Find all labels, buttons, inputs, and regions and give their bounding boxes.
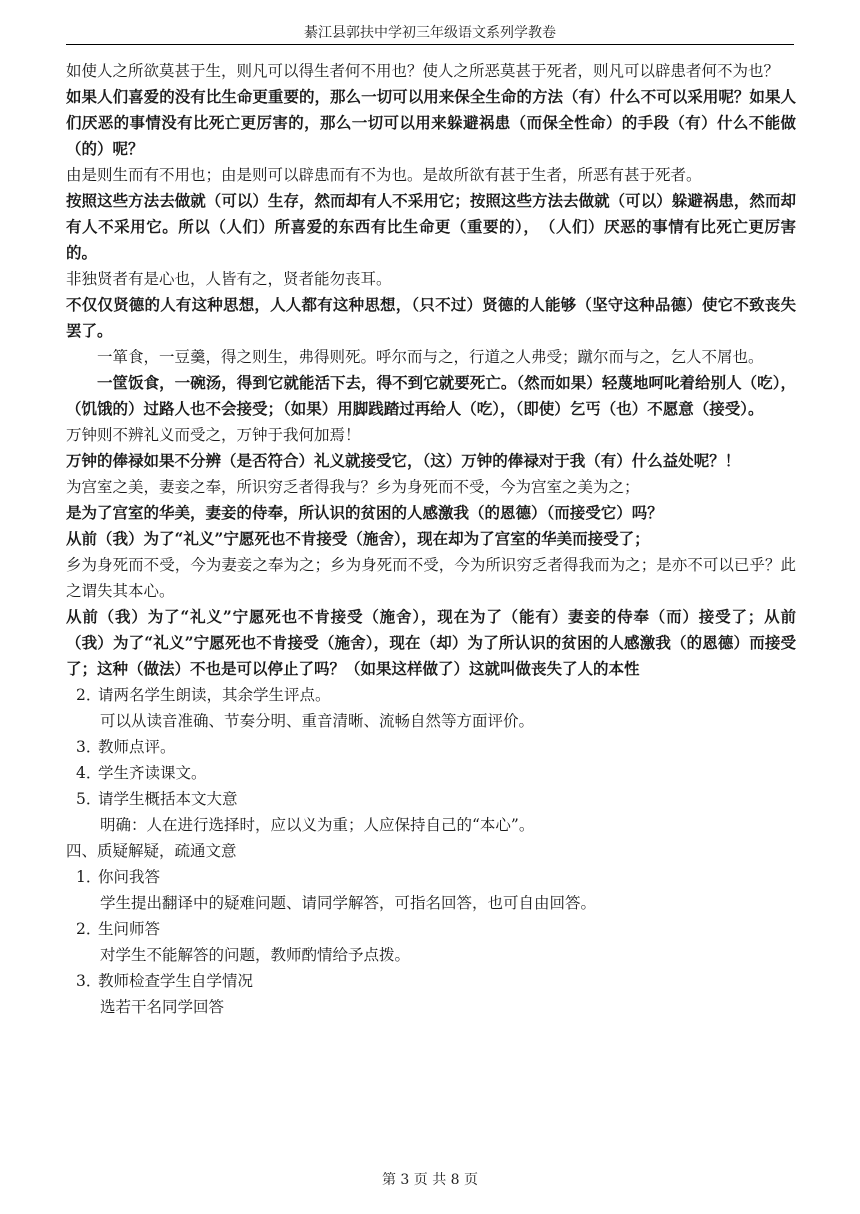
step-detail: 选若干名同学回答 (100, 998, 225, 1016)
step-item (66, 734, 796, 760)
original-text-5: 万钟则不辨礼义而受之，万钟于我何加焉！ (66, 426, 361, 444)
page-header: 綦江县郭扶中学初三年级语文系列学教卷 (304, 25, 556, 41)
step-text: 生问师答 (98, 920, 161, 938)
translation-3: 不仅仅贤德的人有这种思想，人人都有这种思想，（只不过）贤德的人能够（坚守这种品德）使它不致丧失罢了。 (66, 295, 796, 340)
page-content (66, 58, 796, 1020)
step-item (66, 916, 796, 942)
step-number: 2． (76, 686, 102, 704)
translation-2: 按照这些方法去做就（可以）生存，然而却有人不采用它；按照这些方法去做就（可以）躲避祸患，然而却有人不采用它。所以（人们）所喜爱的东西有比生命更（重要的）， （人们）厌恶的事情有比死亡更厉害的。 (66, 191, 796, 262)
step-number: 5． (76, 790, 102, 808)
step-detail: 可以从读音准确、节奏分明、重音清晰、流畅自然等方面评价。 (100, 712, 535, 730)
step-item (66, 864, 796, 890)
step-text: 请两名学生朗读，其余学生评点。 (98, 686, 331, 704)
step-text: 教师点评。 (98, 738, 176, 756)
step-detail: 学生提出翻译中的疑难问题、请同学解答，可指名回答，也可自由回答。 (100, 894, 597, 912)
step-text: 你问我答 (98, 868, 161, 886)
step-item (66, 760, 796, 786)
original-text-7: 乡为身死而不受，今为妻妾之奉为之；乡为身死而不受，今为所识穷乏者得我而为之；是亦不可以已乎？此之谓失其本心。 (66, 556, 796, 600)
step-number: 3． (76, 972, 102, 990)
section-heading: 四、质疑解疑，疏通文意 (66, 842, 237, 860)
translation-6b: 从前（我）为了“礼义”宁愿死也不肯接受（施舍），现在却为了宫室的华美而接受了； (66, 529, 650, 548)
step-detail: 对学生不能解答的问题，教师酌情给予点拨。 (100, 946, 411, 964)
step-number: 2． (76, 920, 102, 938)
original-text-1: 如使人之所欲莫甚于生，则凡可以得生者何不用也？使人之所恶莫甚于死者，则凡可以辟患者何不为也？ (66, 62, 780, 80)
page-number: 第 3 页 共 8 页 (381, 1172, 479, 1188)
step-number: 3． (76, 738, 102, 756)
translation-6a: 是为了宫室的华美，妻妾的侍奉，所认识的贫困的人感激我（的恩德）（而接受它）吗？ (66, 503, 663, 522)
step-text: 教师检查学生自学情况 (98, 972, 254, 990)
step-detail: 明确：人在进行选择时，应以义为重；人应保持自己的“本心”。 (100, 816, 535, 834)
step-item (66, 786, 796, 812)
original-text-3: 非独贤者有是心也，人皆有之，贤者能勿丧耳。 (66, 270, 392, 288)
step-text: 学生齐读课文。 (98, 764, 207, 782)
original-text-6: 为宫室之美，妻妾之奉，所识穷乏者得我与？乡为身死而不受，今为宫室之美为之； (66, 478, 640, 496)
step-number: 4． (76, 764, 102, 782)
header-rule (66, 44, 794, 45)
step-number: 1． (76, 868, 102, 886)
original-text-4: 一箪食，一豆羹，得之则生，弗得则死。呼尔而与之，行道之人弗受；蹴尔而与之，乞人不屑也。 (97, 348, 764, 366)
step-item (66, 682, 796, 708)
translation-5: 万钟的俸禄如果不分辨（是否符合）礼义就接受它，（这）万钟的俸禄对于我（有）什么益处呢？！ (66, 451, 741, 470)
translation-4: 一筐饭食，一碗汤，得到它就能活下去，得不到它就要死亡。（然而如果）轻蔑地呵叱着给别人（吃），（饥饿的）过路人也不会接受；（如果）用脚践踏过再给人（吃），（即使）乞丐（也）不愿意（接受）。 (66, 373, 796, 418)
original-text-2: 由是则生而有不用也；由是则可以辟患而有不为也。是故所欲有甚于生者，所恶有甚于死者。 (66, 166, 702, 184)
translation-1: 如果人们喜爱的没有比生命更重要的，那么一切可以用来保全生命的方法（有）什么不可以采用呢？如果人们厌恶的事情没有比死亡更厉害的，那么一切可以用来躲避祸患（而保全性命）的手段（有）什么不能做（的）呢？ (66, 87, 796, 158)
translation-7: 从前（我）为了“礼义”宁愿死也不肯接受（施舍），现在为了（能有）妻妾的侍奉（而）接受了；从前（我）为了“礼义”宁愿死也不肯接受（施舍），现在（却）为了所认识的贫困的人感激我（的恩德）而接受了；这种（做法）不也是可以停止了吗？（如果这样做了）这就叫做丧失了人的本性 (66, 607, 796, 678)
step-item (66, 968, 796, 994)
step-text: 请学生概括本文大意 (98, 790, 238, 808)
